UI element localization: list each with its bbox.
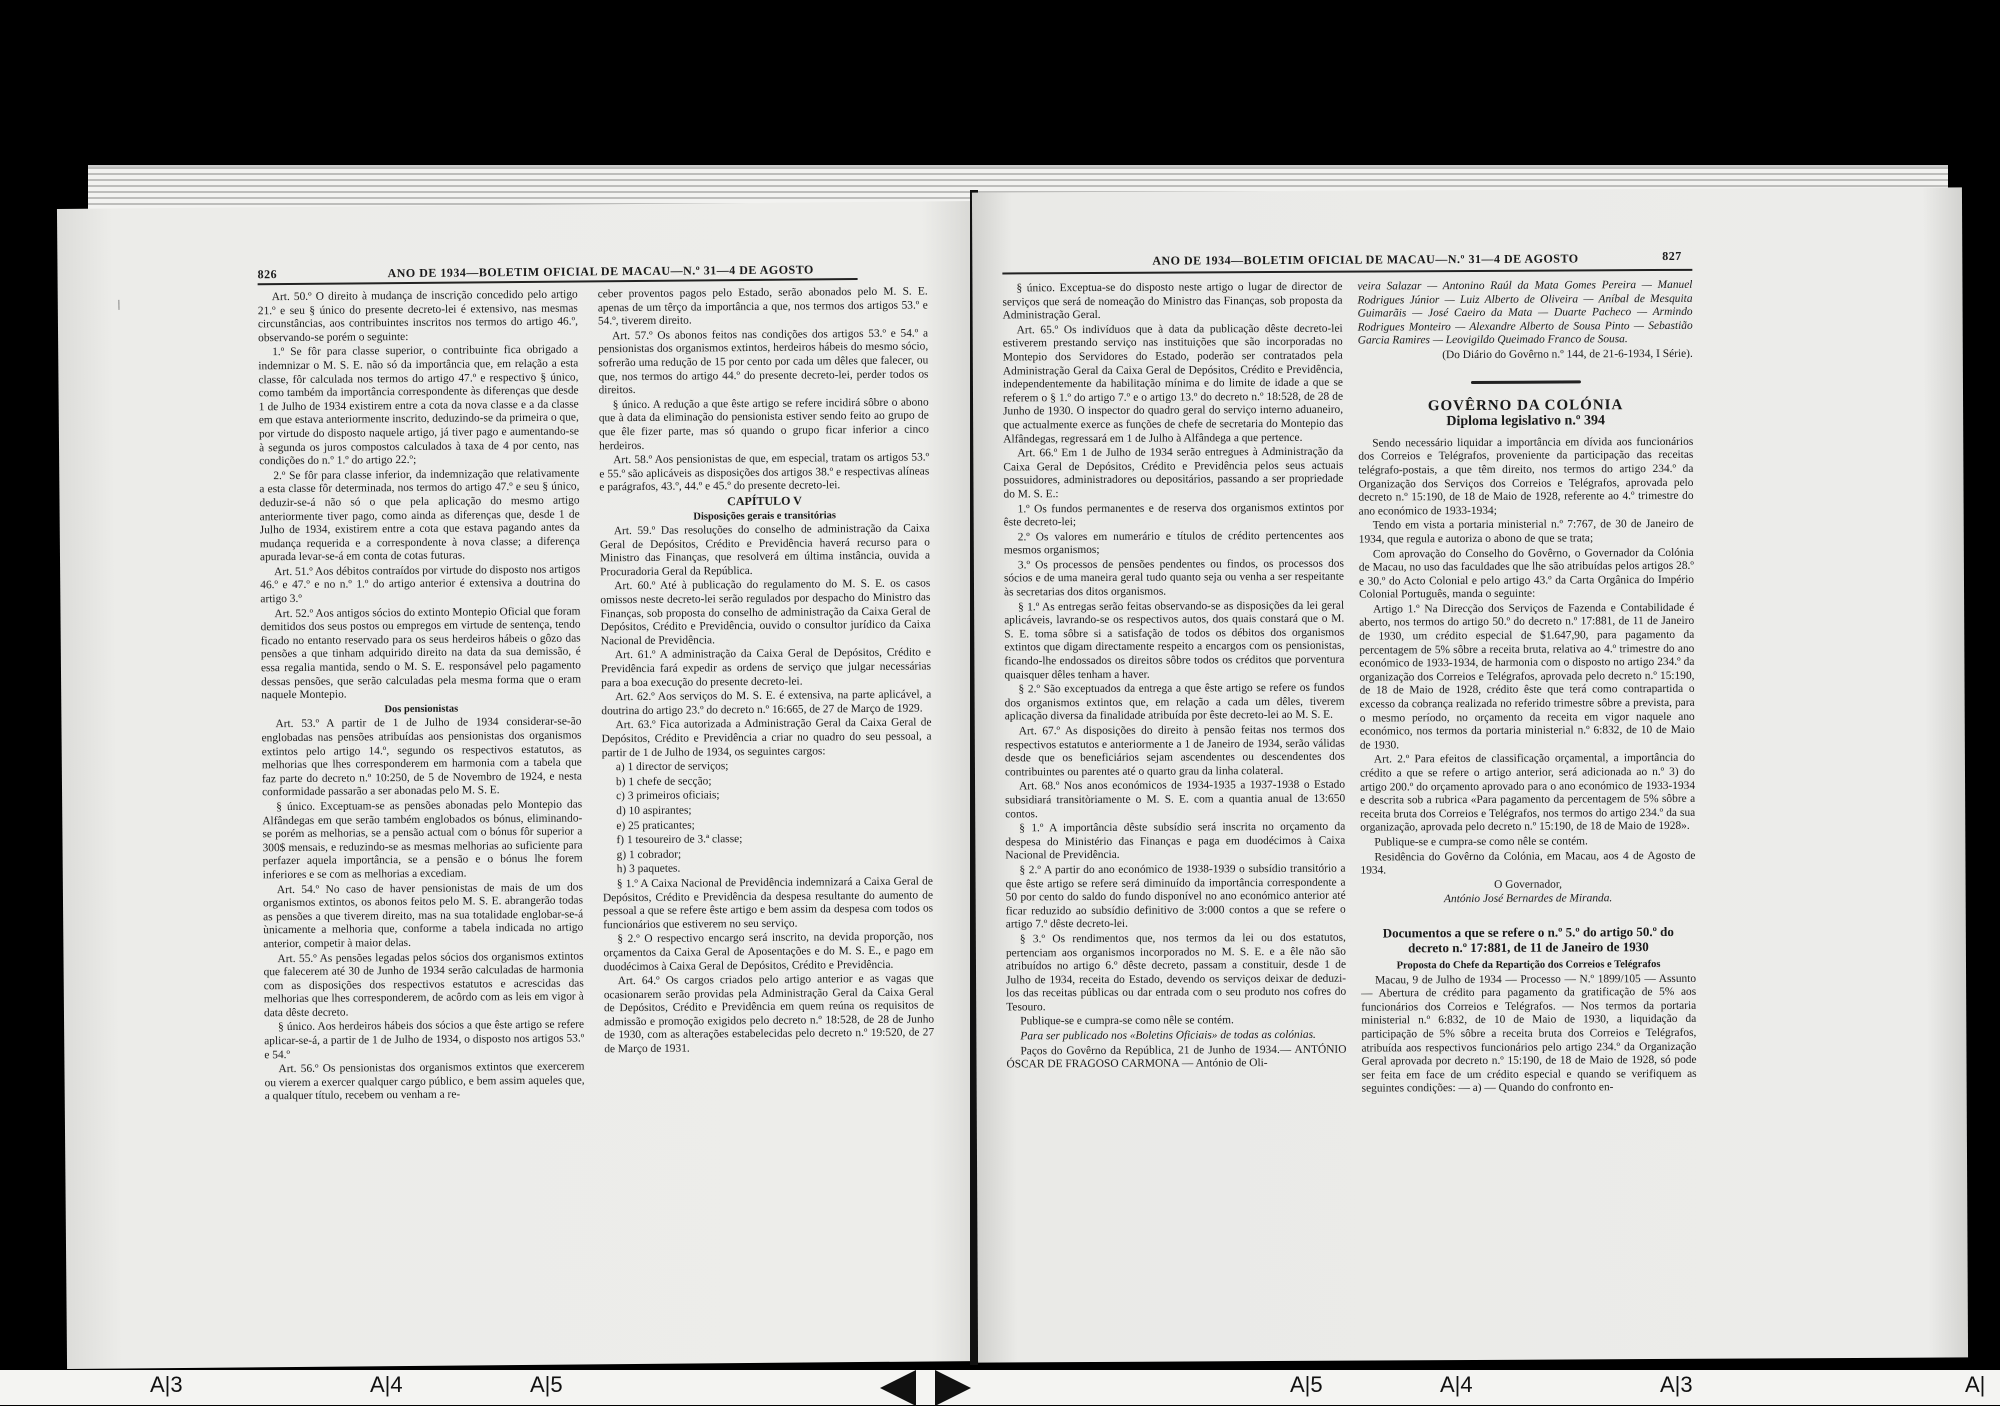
- right-header-rule: [1002, 269, 1692, 275]
- paragraph: Art. 59.º Das resoluções do conselho de administração da Caixa Geral de Depósitos, Crédito e Previdência haverá recurso para o Ministro das Finanças, que resolverá em última instância, ouvida a Procuradoria Geral da República.: [599, 522, 931, 579]
- right-page: [972, 187, 1968, 1362]
- chapter-heading: CAPÍTULO V: [727, 493, 802, 509]
- arrow-right-icon: [935, 1370, 971, 1406]
- list-item: g) 1 cobrador;: [616, 848, 682, 861]
- ruler-mark: A|5: [530, 1372, 563, 1397]
- paragraph: Art. 51.º Aos débitos contraídos por virtude do disposto nos artigos 46.º e 47.º e no n.º 1.º do artigo anterior é extensiva a doutrina do artigo 3.º: [260, 563, 581, 606]
- paragraph: § 3.º Os rendimentos que, nos termos da lei ou dos estatutos, pertenciam aos organismos incorporados no M. S. E. e a êle não são atribuídos no artigo 6.º dêste decreto, passam a constituir, desde 1 de Julho de 1934, receita do Estado, devendo os serviços deixar de deduzi-los das receitas públicas ou dar entrada com o seu produto nos cofres do Tesouro.: [1005, 931, 1347, 1014]
- paragraph: Art. 54.º No caso de haver pensionistas de mais de um dos organismos extintos, os abonos feitos pelo M. S. E. abrangerão todas as pensões a que tiverem direito, mas na sua totalidade englobar-se-á ùnicamente a melhoria que, conforme a tabela indicada no artigo anterior, competir à maior delas.: [262, 881, 584, 951]
- paragraph: Artigo 1.º Na Direcção dos Serviços de Fazenda e Contabilidade é aberto, nos termos do artigo 50.º do decreto n.º 17:881, de 11 de Janeiro de 1930, um crédito especial de $1.647,90, para pagamento da percentagem de 5% sôbre a receita bruta, relativa ao 4.º trimestre do ano económico de 1933-1934, de harmonia com o disposto no artigo 234.º da organização dos Correios e Telégrafos, aprovada pelo decreto n.º 15:190, de 18 de Maio de 1928, crédito êste que terá como contrapartida o excesso da cobrança realizada no referido trimestre sôbre a prevista, para o mesmo período, no orçamento da receita em vigor naquele ano económico, nos termos da portaria ministerial n.º 6:832, de 10 de Maio de 1930.: [1359, 601, 1695, 752]
- film-ruler: [0, 1370, 2000, 1405]
- ruler-mark: A|4: [370, 1372, 403, 1397]
- list-item: a) 1 director de serviços;: [615, 760, 729, 774]
- arrow-left-icon: [880, 1370, 916, 1406]
- margin-mark: |: [117, 298, 121, 311]
- paragraph: 1.º Os fundos permanentes e de reserva dos organismos extintos por êste decreto-lei;: [1003, 501, 1344, 529]
- right-column-1: [1002, 281, 1346, 1074]
- paragraph: § único. Exceptua-se do disposto neste artigo o lugar de director de serviços que será de nomeação do Ministro das Finanças, sob proposta da Administração Geral.: [1002, 280, 1343, 322]
- paragraph: Art. 66.º Em 1 de Julho de 1934 serão entregues à Administração da Caixa Geral de Depósitos, Crédito e Previdência pelos seus actuais possuidores, administradores ou depositários, passando a ser propriedade do M. S. E.:: [1003, 445, 1344, 501]
- paragraph: Art. 65.º Os indivíduos que à data da publicação dêste decreto-lei estiverem prestando serviço nas instituições que são incorporadas no Montepio dos Servidores do Estado, poderão ser contratados pela Administração Geral da Caixa Geral de Depósitos, Crédito e Previdência, independentemente da habilitação mínima e do limite de idade a que se referem o § 1.º do artigo 7.º e o artigo 13.º do decreto n.º 18:528, de 28 de Junho de 1930. O inspector do quadro geral do serviço interno aduaneiro, que actualmente exerce as funções de chefe de secretaria do Montepio das Alfândegas, regressará em 1 de Julho à Alfândega a que pertence.: [1002, 322, 1344, 445]
- ruler-mark: A|5: [1290, 1372, 1323, 1397]
- left-column-1: [258, 288, 585, 1105]
- paragraph: Residência do Govêrno da Colónia, em Macau, aos 4 de Agosto de 1934.: [1360, 849, 1696, 877]
- diploma-title: Diploma legislativo n.º 394: [1446, 413, 1605, 430]
- section-subheading: Disposições gerais e transitórias: [693, 509, 837, 522]
- paragraph: Publique-se e cumpra-se como nêle se contém.: [1374, 835, 1588, 849]
- list-item: e) 25 praticantes;: [616, 819, 695, 832]
- paragraph: Tendo em vista a portaria ministerial n.º 7:767, de 30 de Janeiro de 1934, que regula e autoriza o abono de que se trata;: [1358, 518, 1694, 546]
- paragraph: Art. 53.º A partir de 1 de Julho de 1934 considerar-se-ão englobadas nas pensões atribuídas aos pensionistas dos organismos extintos pelo artigo 14.º, segundo os respectivos estatutos, as melhorias que lhes corresponderem em harmonia com a tabela que faz parte do decreto n.º 10:250, de 5 de Novembro de 1924, e nesta conformidade passarão a ser abonadas pelo M. S. E.: [261, 715, 582, 799]
- paragraph: Art. 56.º Os pensionistas dos organismos extintos que exercerem ou vierem a exercer qualquer cargo público, e bem assim aqueles que, a qualquer título, recebem ou venham a re-: [264, 1060, 585, 1103]
- paragraph: § 1.º A Caixa Nacional de Previdência indemnizará a Caixa Geral de Depósitos, Crédito e Previdência da despesa resultante do aumento de pessoal a que se refere êste artigo e bem assim da despesa com todos os funcionários que estiverem no seu serviço.: [602, 875, 934, 932]
- paragraph: Art. 52.º Aos antigos sócios do extinto Montepio Oficial que foram demitidos dos seus postos ou empregos em virtude de sentença, tendo ficado no entanto reservado para os seus herdeiros hábeis o gôzo das pensões a que tinham adquirido direito na data da sua demissão, é essa regalia mantida, sendo o M. S. E. responsável pelo pagamento dessas pensões, que serão calculadas pela mesma forma que o eram naquele Montepio.: [260, 605, 582, 702]
- paragraph: 3.º Os processos de pensões pendentes ou findos, os processos dos sócios e de uma maneira geral tudo quanto seja ou venha a ser respeitante às secretarias dos ditos organismos.: [1003, 557, 1344, 599]
- paragraph: 2.º Se fôr para classe inferior, da indemnização que relativamente a esta classe fôr determinada, nos termos do artigo 47.º e seu § único, deduzir-se-á não só o que pela aplicação do mesmo artigo anteriormente tiver pago, como ainda as diferenças que, desde 1 de Julho de 1934, existirem entre a cota que estava pagando antes da mudança requerida e a correspondente à nova classe; a diferença apurada levar-se-á em conta de cotas futuras.: [259, 467, 580, 564]
- paragraph: Para ser publicado nos «Boletins Oficiais» de todas as colónias.: [1020, 1028, 1316, 1043]
- paragraph: 2.º Os valores em numerário e títulos de crédito pertencentes aos mesmos organismos;: [1003, 529, 1344, 557]
- left-column-2: [598, 285, 935, 1058]
- ruler-mark: A|: [1965, 1372, 1986, 1397]
- list-item: h) 3 paquetes.: [616, 862, 681, 876]
- paragraph: § 2.º São exceptuados da entrega a que êste artigo se refere os fundos dos organismos extintos que, em relação a cada um dêles, tiverem aplicação diversa da finalidade atribuída por êste decreto-lei ao M. S. E.: [1004, 681, 1345, 723]
- list-item: c) 3 primeiros oficiais;: [616, 789, 720, 803]
- paragraph: Publique-se e cumpra-se como nêle se contém.: [1020, 1014, 1234, 1028]
- paragraph: Art. 58.º Aos pensionistas de que, em especial, tratam os artigos 53.º e 55.º são aplicáveis as disposições dos artigos 38.º e respectivas alíneas e parágrafos, 43.º, 44.º e 45.º do presente decreto-lei.: [599, 451, 930, 494]
- paragraph: § único. A redução a que êste artigo se refere incidirá sôbre o abono que à data da eliminação do pensionista estiver sendo feito ao grupo de que êle fizer parte, mas só quando o grupo ficar inferior a cinco herdeiros.: [598, 396, 929, 452]
- ruler-mark: A|4: [1440, 1372, 1473, 1397]
- list-item: d) 10 aspirantes;: [616, 804, 692, 818]
- paragraph: Art. 57.º Os abonos feitos nas condições dos artigos 53.º e 54.º a pensionistas dos organismos extintos, herdeiros hábeis do mesmo sócio, sofrerão uma redução de 15 por cento por cada um dêles que falecer, ou que, nos termos do artigo 44.º do presente decreto-lei, perder todos os direitos.: [598, 327, 929, 397]
- paragraph: § 2.º A partir do ano económico de 1938-1939 o subsídio transitório a que êste artigo se refere será diminuído da importância correspondente a 50 por cento do saldo do fundo disponível no ano económico anterior até ficar reduzido ao subsídio definitivo de 3:000 contos a que se refere o artigo 7.º dêste decreto-lei.: [1005, 862, 1346, 931]
- signatories: veira Salazar — Antonino Raúl da Mata Gomes Pereira — Manuel Rodrigues Júnior — Luiz Alberto de Oliveira — Aníbal de Mesquita Guimarãis — José Caeiro da Mata — Duarte Pacheco — Armindo Rodrigues Monteiro — Alexandre Alberto de Sousa Pinto — Sebastião Garcia Ramires — Leovigildo Queimado Franco de Sousa.: [1357, 278, 1693, 347]
- left-page-header: ANO DE 1934—BOLETIM OFICIAL DE MACAU—N.º 31—4 DE AGOSTO: [387, 262, 814, 281]
- right-column-2: [1357, 279, 1696, 1098]
- documents-heading: Documentos a que se refere o n.º 5.º do artigo 50.º do decreto n.º 17:881, de 11 de Janeiro de 1930: [1382, 923, 1674, 956]
- paragraph: ceber proventos pagos pelo Estado, serão abonados pelo M. S. E. apenas de um têrço da importância a que, nos termos dos artigos 53.º e 54.º, tiverem direito.: [597, 285, 928, 328]
- paragraph: Art. 68.º Nos anos económicos de 1934-1935 a 1937-1938 o Estado subsidiará transitòriamente o M. S. E. com a quantia anual de 13:650 contos.: [1005, 779, 1346, 820]
- paragraph: Com aprovação do Conselho do Govêrno, o Governador da Colónia de Macau, no uso das faculdades que lhe são atribuídas pelos artigos 28.º e 30.º do Acto Colonial e pelo artigo 43.º da Carta Orgânica do Império Colonial Português, manda o seguinte:: [1358, 546, 1695, 601]
- paragraph: Paços do Govêrno da República, 21 de Junho de 1934.— ANTÓNIO ÓSCAR DE FRAGOSO CARMONA — António de Oli-: [1006, 1043, 1347, 1071]
- governor-signature: António José Bernardes de Miranda.: [1444, 892, 1613, 906]
- paragraph: Art. 61.º A administração da Caixa Geral de Depósitos, Crédito e Previdência fará expedir as ordens de serviço que julgar necessárias para a boa execução do presente decreto-lei.: [600, 646, 932, 689]
- paragraph: Art. 60.º Até à publicação do regulamento do M. S. E. os casos omissos neste decreto-lei serão regulados por despacho do Ministro das Finanças, sob proposta do conselho de administração da Caixa Geral de Depósitos, Crédito e Previdência, ouvido o consultor jurídico da Caixa Nacional de Previdência.: [600, 577, 931, 648]
- governor-label: O Governador,: [1494, 878, 1563, 891]
- paragraph: § 2.º O respectivo encargo será inscrito, na devida proporção, nos orçamentos da Caixa Geral de Aposentações e do M. S. E., e pago em duodécimos à Caixa Geral de Depósitos, Crédito e Previdência.: [603, 930, 934, 973]
- paragraph: § único. Exceptuam-se as pensões abonadas pelo Montepio das Alfândegas em que serão também englobados os bónus, eliminando-se porém as melhorias, se a pensão actual com o bónus fôr superior a 300$ mensais, e reduzindo-se as mesmas melhorias ao suficiente para perfazer aquela importância, se a pensão e o bónus lhe forem inferiores e se com as melhorias a excediam.: [262, 798, 583, 882]
- ruler-mark: A|3: [150, 1372, 183, 1397]
- paragraph: 1.º Se fôr para classe superior, o contribuinte fica obrigado a indemnizar o M. S. E. não só da importância que, em relação a esta classe, fôr calculada nos termos do artigo 47.º e respectivo § único, como também da importância correspondente às diferenças que desde 1 de Julho de 1934 existirem entre a cota da nova classe e a da classe em que estava anteriormente inscrito, deduzindo-se da primeira o que, por virtude do disposto naquele artigo, já tiver pago e aumentando-se à segunda os juros compostos calculados à taxa de 4 por cento, nas condições do n.º 1.º do artigo 22.º;: [258, 343, 580, 468]
- list-item: f) 1 tesoureiro de 3.ª classe;: [616, 833, 743, 847]
- proposal-heading: Proposta do Chefe da Repartição dos Correios e Telégrafos: [1396, 958, 1661, 972]
- paragraph: Art. 55.º As pensões legadas pelos sócios dos organismos extintos que falecerem até 30 de Junho de 1934 serão calculadas de harmonia com as disposições dos respectivos estatutos e acrescidas das melhorias que lhes corresponderem, de acôrdo com as leis em vigor à data dêste decreto.: [263, 949, 584, 1020]
- paragraph: Art. 67.º As disposições do direito à pensão feitas nos termos dos respectivos estatutos e anteriormente a 1 de Janeiro de 1934, serão válidas desde que os beneficiários sejam ascendentes ou descendentes dos contribuintes ou parentes até o quarto grau da linha colateral.: [1004, 723, 1345, 779]
- paragraph: Sendo necessário liquidar a importância em dívida aos funcionários dos Correios e Telégrafos, proveniente da participação das receitas telégrafo-postais, a que têm direito, nos termos do artigo 234.º da Organização dos Serviços dos Correios e Telégrafos, aprovada pelo decreto n.º 15:190, de 18 de Maio de 1928, referente ao 4.º trimestre do ano económico de 1933-1934;: [1358, 435, 1694, 518]
- source-note: (Do Diário do Govêrno n.º 144, de 21-6-1934, I Série).: [1442, 347, 1693, 362]
- ruler-mark: A|3: [1660, 1372, 1693, 1397]
- left-page-number: 826: [257, 267, 278, 282]
- paragraph: Art. 64.º Os cargos criados pelo artigo anterior e as vagas que ocasionarem serão providas pela Administração Geral da Caixa Geral de Depósitos, Crédito e Previdência em quem reúna os requisitos de admissão e promoção exigidos pelo decreto n.º 18:528, de 28 de Junho de 1930, com as alterações estabelecidas pelo decreto n.º 19:520, de 27 de Março de 1931.: [603, 972, 935, 1056]
- section-subheading: Dos pensionistas: [384, 703, 459, 716]
- section-separator: [1470, 380, 1580, 384]
- right-page-header: ANO DE 1934—BOLETIM OFICIAL DE MACAU—N.º 31—4 DE AGOSTO: [1152, 251, 1579, 268]
- right-page-number: 827: [1662, 248, 1682, 263]
- paragraph: Art. 50.º O direito à mudança de inscrição concedido pelo artigo 21.º e seu § único do presente decreto-lei é extensivo, nas mesmas circunstâncias, aos contribuintes inscritos nos termos do artigo 46.º, observando-se porém o seguinte:: [257, 288, 579, 345]
- paragraph: Art. 63.º Fica autorizada a Administração Geral da Caixa Geral de Depósitos, Crédito e Previdência a criar no quadro do seu pessoal, a partir de 1 de Julho de 1934, os seguintes cargos:: [601, 716, 932, 759]
- list-item: b) 1 chefe de secção;: [615, 775, 712, 788]
- paragraph: Macau, 9 de Julho de 1934 — Processo — N.º 1899/105 — Assunto — Abertura de crédito para pagamento da gratificação de 5% aos funcionários dos Correios e Telégrafos. — Nos termos da portaria ministerial n.º 6:832, de 10 de Maio de 1930, a liquidação da participação de 5% sôbre a receita bruta dos Correios e Telégrafos, atribuída aos respectivos funcionários pelo artigo 234.º da Organização Geral aprovada por decreto n.º 15:190, de 18 de Maio de 1928, só pode ser feita em face de um crédito especial e quando se verifiquem as seguintes condições: — a) — Quando do confronto en-: [1361, 972, 1697, 1095]
- government-heading: GOVÊRNO DA COLÓNIA: [1427, 396, 1624, 414]
- paragraph: § único. Aos herdeiros hábeis dos sócios a que êste artigo se refere aplicar-se-á, a partir de 1 de Julho de 1934, o disposto nos artigos 53.º e 54.º: [264, 1018, 585, 1061]
- paragraph: Art. 62.º Aos serviços do M. S. E. é extensiva, na parte aplicável, a doutrina do artigo 23.º do decreto n.º 16:665, de 27 de Março de 1929.: [601, 688, 932, 718]
- paragraph: § 1.º As entregas serão feitas observando-se as disposições da lei geral aplicáveis, lavrando-se os respectivos autos, dos quais constará que o M. S. E. toma sôbre si a satisfação de todos os débitos dos organismos extintos que digam directamente respeito a encargos com os pensionistas, ficando-lhe endossados os direitos sôbre todos os créditos que porventura quaisquer dêles tenham a haver.: [1004, 599, 1345, 682]
- paragraph: § 1.º A importância dêste subsídio será inscrita no orçamento da despesa do Ministério das Finanças e paga em duodécimos à Caixa Nacional de Previdência.: [1005, 820, 1346, 862]
- paragraph: Art. 2.º Para efeitos de classificação orçamental, a importância do crédito a que se refere o artigo anterior, será adicionada ao n.º 3) do artigo 200.º do orçamento aprovado para o ano económico de 1933-1934 e descrita sob a rubrica «Para pagamento da percentagem de 5% sôbre a receita bruta dos Correios e Telégrafos, nos termos do artigo 234.º da sua organização, aprovada pelo decreto n.º 15:190, de 18 de Maio de 1928».: [1359, 752, 1696, 834]
- left-page: [57, 201, 987, 1369]
